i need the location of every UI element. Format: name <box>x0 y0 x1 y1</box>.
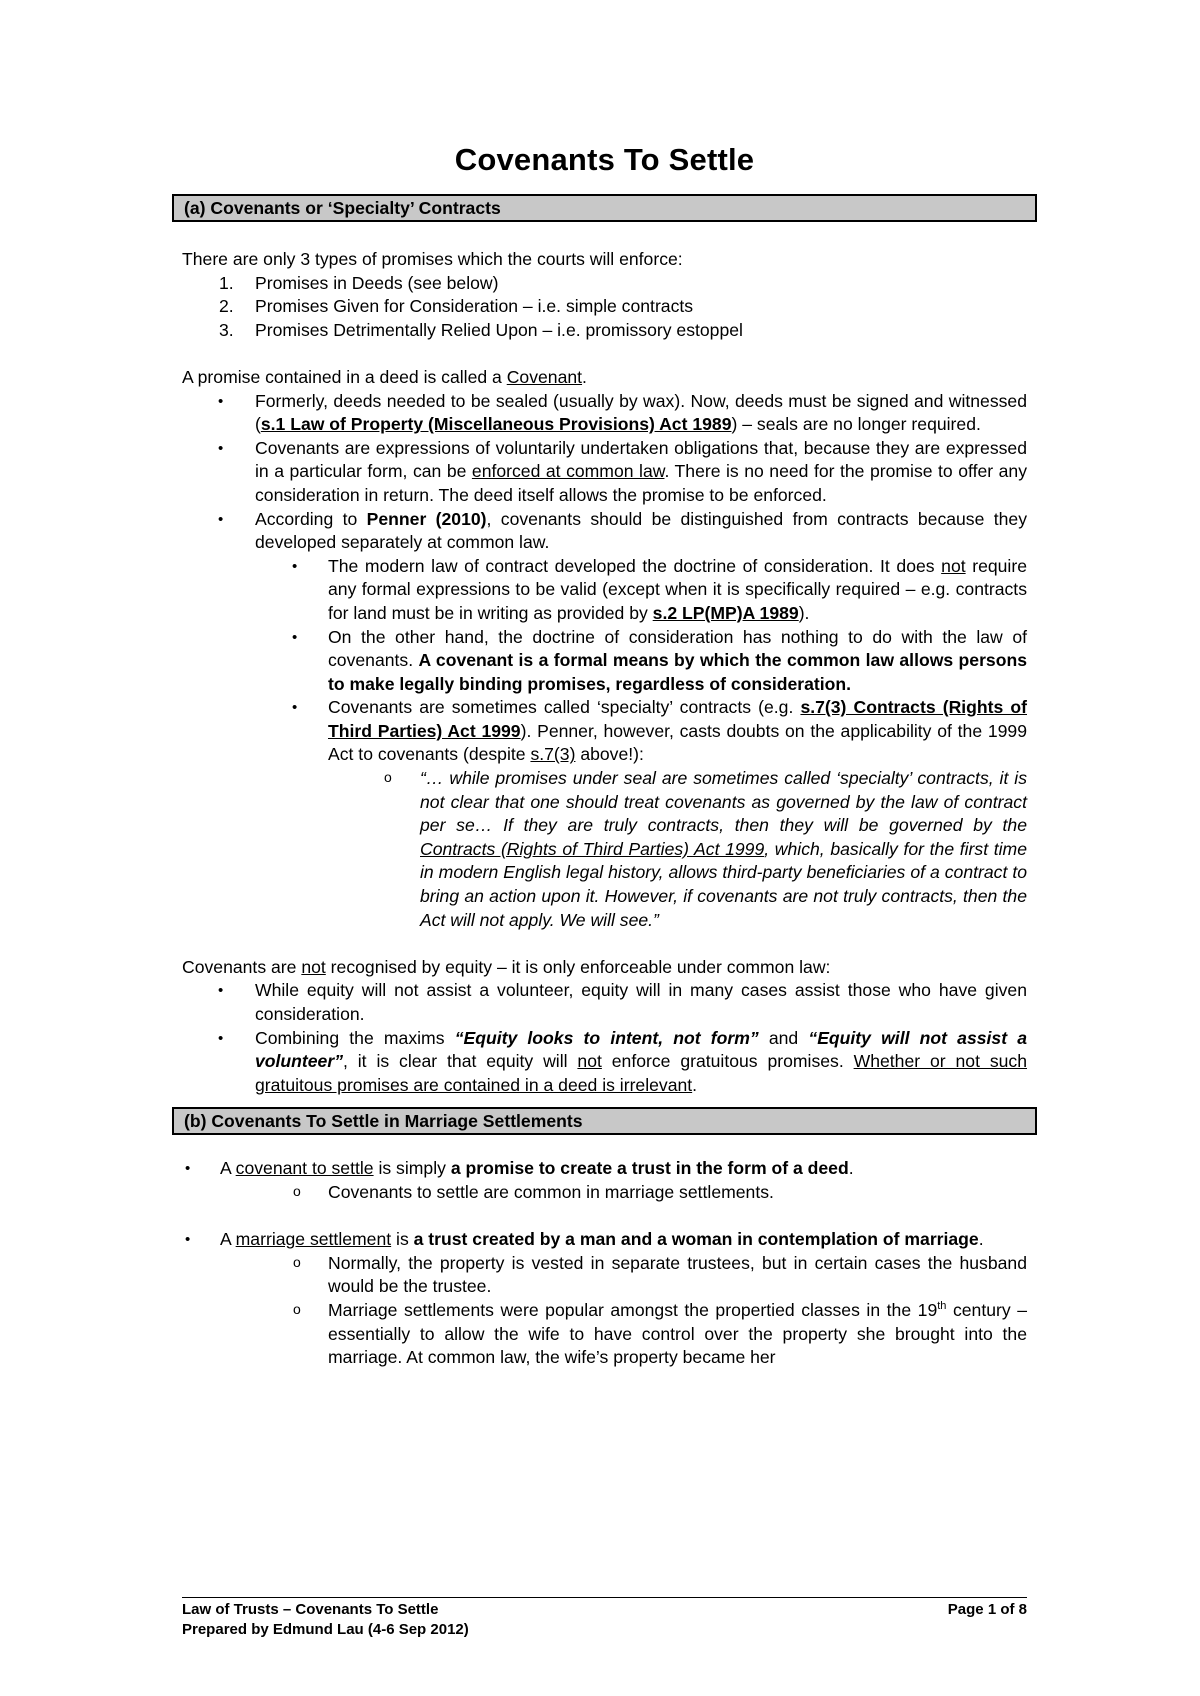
quote-list <box>182 767 1027 932</box>
list-item: o Normally, the property is vested in separate trustees, but in certain cases the husband would be the trustee. <box>293 1252 1027 1297</box>
list-item: 3. Promises Detrimentally Relied Upon – i.e. promissory estoppel <box>219 319 743 340</box>
equity-bullets <box>182 979 1027 1097</box>
list-item: • On the other hand, the doctrine of consideration has nothing to do with the law of covenants. A covenant is a formal means by which the common law allows persons to make legally binding promises, regardless of consideration. <box>292 626 1027 694</box>
penner-quote: o “… while promises under seal are sometimes called ‘specialty’ contracts, it is not clear that one should treat covenants as governed by the law of contract per se… If they are truly contracts, then they will be governed by the Contracts (Rights of Third Parties) Act 1999, which, basically for the first time in modern English legal history, allows third-party beneficiaries of a contract to bring an action upon it. However, if covenants are not truly contracts, then the Act will not apply. We will see.” <box>384 768 1027 930</box>
list-item: 2. Promises Given for Consideration – i.e. simple contracts <box>219 296 694 317</box>
page-footer <box>182 1597 1027 1640</box>
covenant-definition: A promise contained in a deed is called a Covenant. <box>182 366 587 387</box>
list-item: • A marriage settlement is a trust created by a man and a woman in contemplation of marriage. o Normally, the property is vested in separate trustees, but in certain cases the husband would be the trustee. o Marriage settlements were popular amongst the propertied classes in the 19th century – essentially to allow the wife to have control over the property she brought into the marriage. At common law, the wife’s property became her <box>182 1228 1027 1370</box>
settle-bullets <box>182 1157 1027 1369</box>
nested-bullets <box>182 555 1027 933</box>
sub-list <box>182 1181 1027 1205</box>
list-item: • While equity will not assist a volunteer, equity will in many cases assist those who have given consideration. <box>218 980 1027 1024</box>
sub-list <box>182 1252 1027 1370</box>
footer-author: Prepared by Edmund Lau (4-6 Sep 2012) <box>182 1621 469 1638</box>
promise-types-list <box>182 272 1027 343</box>
equity-text: Covenants are not recognised by equity – it is only enforceable under common law: <box>182 956 831 977</box>
list-item: • According to Penner (2010), covenants should be distinguished from contracts because they developed separately at common law. • The modern law of contract developed the doctrine of consideration. It does not require any formal expressions to be valid (except when it is specifically required – e.g. contracts for land must be in writing as provided by s.2 LP(MP)A 1989). • On the other hand, the doctrine of consideration has nothing to do with the law of covenants. A covenant is a formal means by which the common law allows persons to make legally binding promises, regardless of consideration. • Covenants are sometimes called ‘specialty’ contracts (e.g. s.7(3) Contracts (Rights of Third Parties) Act 1999). Penner, however, casts doubts on the applicability of the 1999 Act to covenants (despite s.7(3) above!): o “… while promises under seal are sometimes called ‘specialty’ contracts, it is not clear that one should treat covenants as governed by the law of contract per se… If they are truly contracts, then they will be governed by the Contracts (Rights of Third Parties) Act 1999, which, basically for the first time in modern English legal history, allows third-party beneficiaries of a contract to bring an action upon it. However, if covenants are not truly contracts, then the Act will not apply. We will see.” <box>182 508 1027 933</box>
list-item: o Covenants to settle are common in marriage settlements. <box>293 1181 774 1202</box>
list-item: • Covenants are sometimes called ‘specialty’ contracts (e.g. s.7(3) Contracts (Rights of Third Parties) Act 1999). Penner, however, casts doubts on the applicability of the 1999 Act to covenants (despite s.7(3) above!): o “… while promises under seal are sometimes called ‘specialty’ contracts, it is not clear that one should treat covenants as governed by the law of contract per se… If they are truly contracts, then they will be governed by the Contracts (Rights of Third Parties) Act 1999, which, basically for the first time in modern English legal history, allows third-party beneficiaries of a contract to bring an action upon it. However, if covenants are not truly contracts, then the Act will not apply. We will see.” <box>182 696 1027 932</box>
covenant-bullets <box>182 390 1027 933</box>
list-item: • Combining the maxims “Equity looks to intent, not form” and “Equity will not assist a volunteer”, it is clear that equity will not enforce gratuitous promises. Whether or not such gratuitous promises are contained in a deed is irrelevant. <box>218 1027 1028 1095</box>
section-heading-b: (b) Covenants To Settle in Marriage Settlements <box>172 1107 1037 1135</box>
intro-text: There are only 3 types of promises which the courts will enforce: <box>182 249 683 269</box>
list-item: • A covenant to settle is simply a promise to create a trust in the form of a deed. o Covenants to settle are common in marriage settlements. <box>182 1157 1027 1204</box>
list-item: • Covenants are expressions of voluntarily undertaken obligations that, because they are expressed in a particular form, can be enforced at common law. There is no need for the promise to offer any consideration in return. The deed itself allows the promise to be enforced. <box>218 437 1027 505</box>
list-item: • Formerly, deeds needed to be sealed (usually by wax). Now, deeds must be signed and witnessed (s.1 Law of Property (Miscellaneous Provisions) Act 1989) – seals are no longer required. <box>218 390 1027 435</box>
footer-doc-title: Law of Trusts – Covenants To Settle <box>182 1601 439 1618</box>
document-page <box>182 140 1027 1370</box>
page-number: Page 1 of 8 <box>947 1601 1027 1618</box>
list-item: 1. Promises in Deeds (see below) <box>219 272 499 293</box>
section-heading-a: (a) Covenants or ‘Specialty’ Contracts <box>172 194 1037 222</box>
list-item: • The modern law of contract developed the doctrine of consideration. It does not require any formal expressions to be valid (except when it is specifically required – e.g. contracts for land must be in writing as provided by s.2 LP(MP)A 1989). <box>292 555 1027 623</box>
page-title: Covenants To Settle <box>454 142 755 177</box>
list-item: o Marriage settlements were popular amongst the propertied classes in the 19th century – essentially to allow the wife to have control over the property she brought into the marriage. At common law, the wife’s property became her <box>293 1299 1027 1368</box>
